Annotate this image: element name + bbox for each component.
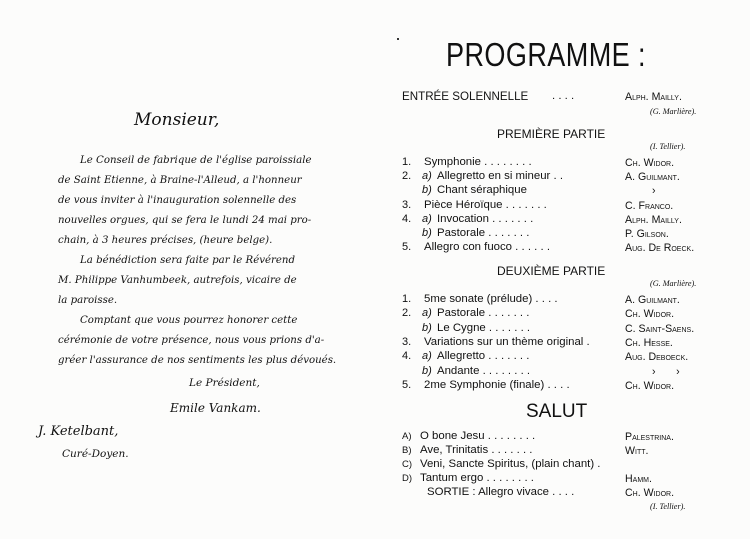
letter-line: de vous inviter à l'inauguration solennelle des [58, 195, 297, 206]
letter-line: de Saint Etienne, à Braine-l'Alleud, a l'honneur [58, 175, 302, 186]
item-number: 5. [402, 241, 412, 254]
item-title: Symphonie . . . . . . . . [424, 156, 532, 168]
letter-line: La bénédiction sera faite par le Révérend [80, 255, 295, 266]
item-title: Pastorale . . . . . . . [437, 227, 530, 239]
item-subletter: b) [422, 227, 432, 239]
cure-title: Curé-Doyen. [62, 448, 129, 460]
item-title: Le Cygne . . . . . . . [437, 321, 531, 334]
salut-item-composer: Witt. [625, 445, 649, 457]
item-subletter: b) [422, 321, 432, 334]
item-number: 5. [402, 378, 412, 391]
item-title: Variations sur un thème original . [424, 335, 590, 348]
letter-line: chain, à 3 heures précises, (heure belge). [58, 235, 273, 246]
page-mark [397, 38, 399, 40]
letter-line: Comptant que vous pourrez honorer cette [80, 315, 298, 326]
salut-item-composer: Palestrina. [625, 431, 674, 443]
sortie-title: SORTIE : Allegro vivace . . . . [427, 486, 575, 498]
entree-composer: Alph. Mailly. [625, 91, 682, 103]
item-number: 4. [402, 212, 412, 225]
letter-line: la paroisse. [58, 295, 118, 306]
item-composer: Ch. Widor. [625, 379, 675, 392]
item-number: 1. [402, 293, 412, 305]
partie1-performer-note: (I. Tellier). [650, 142, 686, 151]
letter-line: gréer l'assurance de nos sentiments les plus dévoués. [58, 355, 337, 366]
item-composer: C. Franco. [625, 199, 674, 212]
president-signature: Emile Vankam. [170, 401, 261, 415]
salut-item-composer: Hamm. [625, 473, 652, 485]
salut-item-title: O bone Jesu . . . . . . . . [420, 430, 536, 442]
programme-title: PROGRAMME : [446, 36, 646, 73]
entree-dots: . . . . [552, 90, 575, 102]
item-number: 2. [402, 170, 412, 183]
president-title: Le Président, [189, 377, 260, 389]
salut-item-title: Ave, Trinitatis . . . . . . . [420, 444, 533, 456]
letter-line: M. Philippe Vanhumbeek, autrefois, vicaire de [58, 275, 297, 286]
item-subletter: a) [422, 350, 432, 363]
item-title: Invocation . . . . . . . [437, 212, 534, 225]
salut-item-letter: B) [402, 445, 412, 456]
item-composer: A. Guilmant. [625, 294, 680, 306]
item-title: Allegretto . . . . . . . [437, 350, 530, 363]
item-subletter: b) [422, 364, 432, 377]
item-composer: A. Guilmant. [625, 171, 680, 184]
item-composer: Ch. Widor. [625, 157, 675, 169]
cure-signature: J. Ketelbant, [38, 424, 119, 439]
salut-item-title: Veni, Sancte Spiritus, (plain chant) . [420, 458, 601, 470]
item-title: Pièce Héroïque . . . . . . . [424, 198, 547, 211]
item-composer: › › [652, 365, 680, 378]
item-number: 1. [402, 156, 412, 168]
letter-line: cérémonie de votre présence, nous vous prions d'a- [58, 335, 325, 346]
item-composer: Ch. Widor. [625, 308, 675, 321]
item-subletter: a) [422, 212, 432, 225]
partie1-heading: PREMIÈRE PARTIE [497, 127, 606, 141]
item-number: 3. [402, 198, 412, 211]
item-composer: P. Gilson. [625, 228, 669, 240]
salut-heading: SALUT [526, 401, 588, 422]
item-number: 3. [402, 335, 412, 348]
item-composer: Aug. Deboeck. [625, 351, 689, 364]
letter-line: Le Conseil de fabrique de l'église paroissiale [80, 155, 312, 166]
item-composer: Ch. Hesse. [625, 336, 673, 349]
item-title: Andante . . . . . . . . [437, 364, 531, 377]
salut-item-letter: C) [402, 459, 413, 470]
salut-item-letter: A) [402, 431, 412, 442]
item-composer: Alph. Mailly. [625, 213, 682, 226]
partie2-heading: DEUXIÈME PARTIE [497, 264, 606, 278]
salut-item-letter: D) [402, 473, 413, 484]
item-title: 5me sonate (prélude) . . . . [424, 293, 558, 305]
item-subletter: a) [422, 307, 432, 320]
item-number: 2. [402, 307, 412, 320]
item-title: Allegretto en si mineur . . [437, 170, 563, 183]
letter-salutation: Monsieur, [134, 110, 220, 130]
item-subletter: a) [422, 170, 432, 183]
item-composer: Aug. De Roeck. [625, 242, 695, 255]
sortie-performer-note: (I. Tellier). [650, 502, 686, 511]
sortie-composer: Ch. Widor. [625, 487, 675, 499]
entree-title: ENTRÉE SOLENNELLE [402, 90, 529, 103]
item-title: Chant séraphique [437, 184, 527, 197]
item-subletter: b) [422, 184, 432, 197]
partie2-performer-note: (G. Marlière). [650, 279, 697, 288]
salut-item-title: Tantum ergo . . . . . . . . [420, 472, 534, 484]
letter-line: nouvelles orgues, qui se fera le lundi 24 mai pro- [58, 215, 312, 226]
entree-performer-note: (G. Marlière). [650, 107, 697, 116]
item-title: Pastorale . . . . . . . [437, 307, 530, 320]
item-title: Allegro con fuoco . . . . . . [424, 241, 550, 254]
item-number: 4. [402, 350, 412, 363]
item-composer: C. Saint-Saens. [625, 322, 695, 335]
item-title: 2me Symphonie (finale) . . . . [424, 378, 570, 391]
item-composer: › [652, 185, 656, 198]
